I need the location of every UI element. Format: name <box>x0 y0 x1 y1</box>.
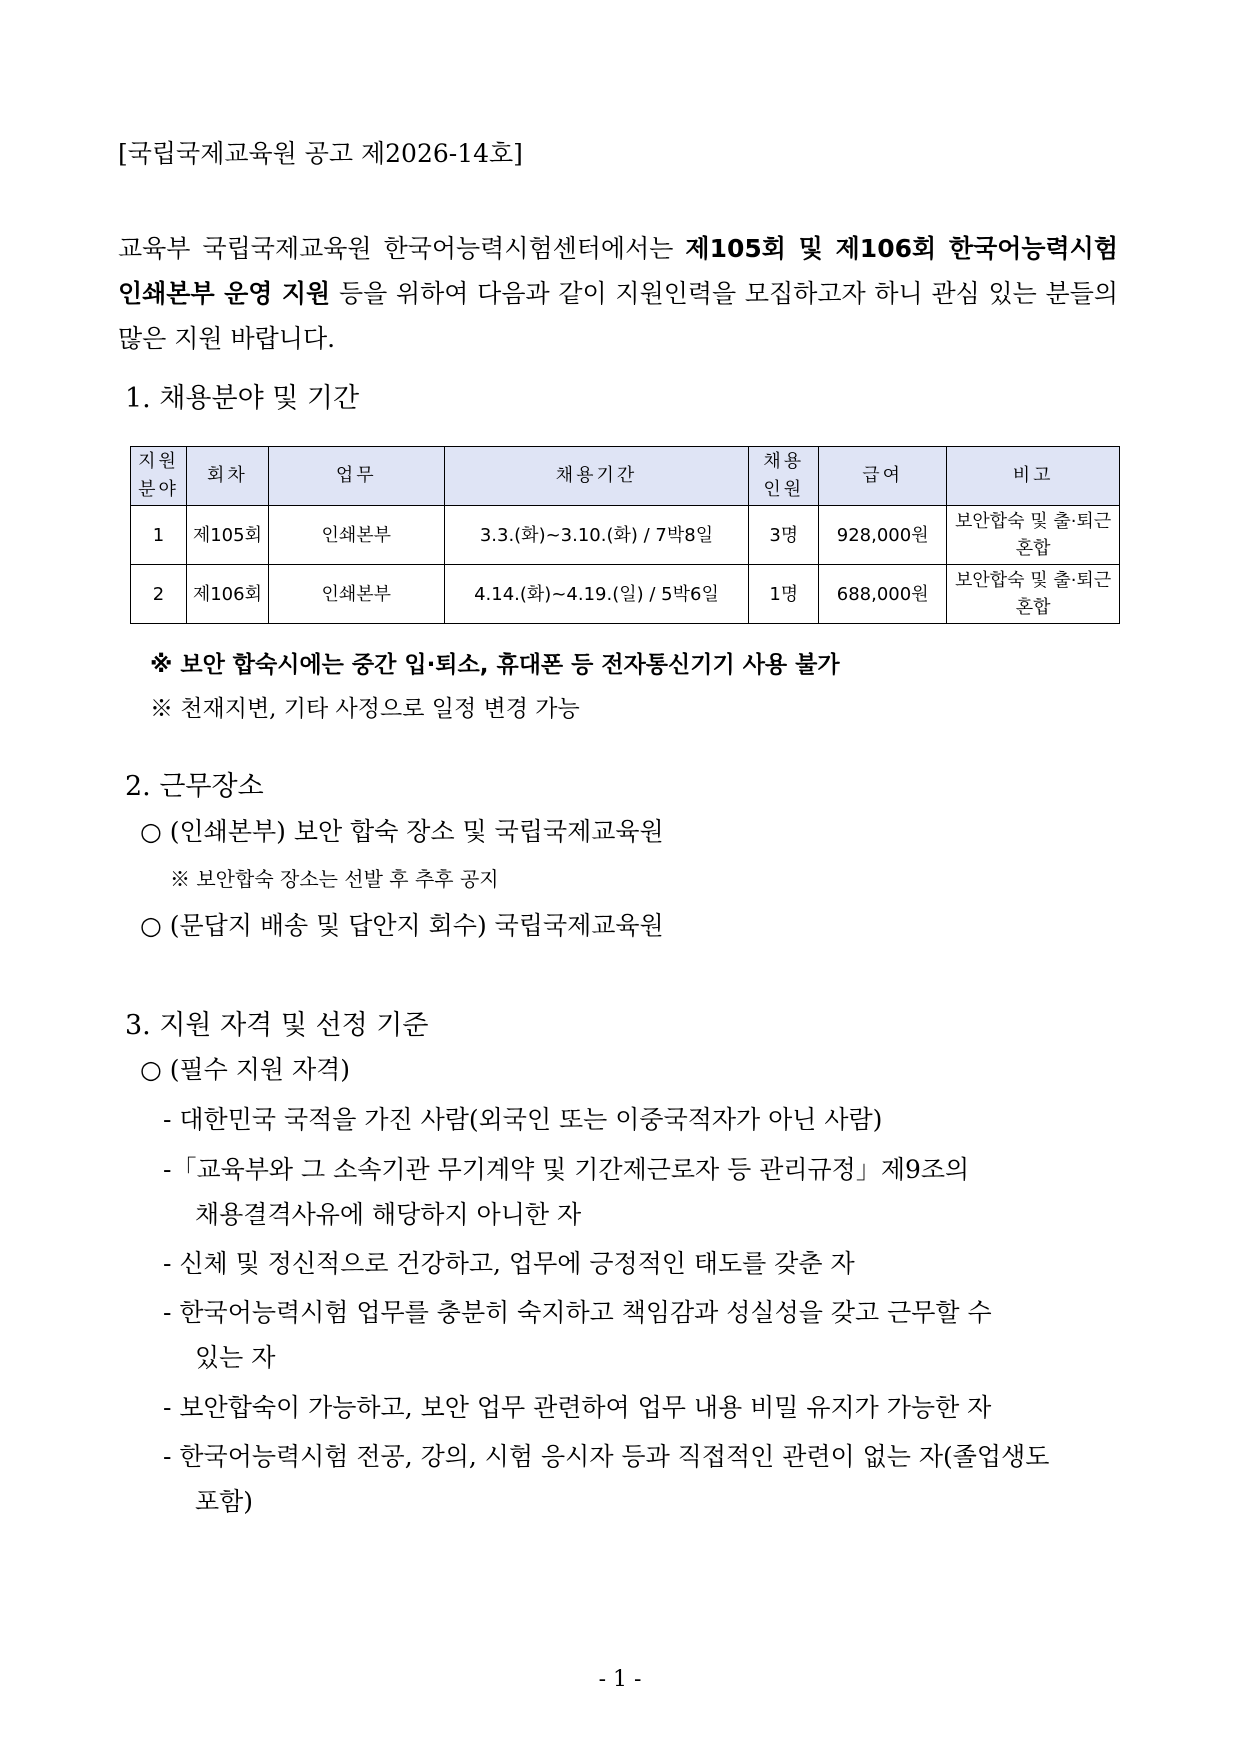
table-cell: 2 <box>131 565 187 624</box>
workplace-item: ○ (인쇄본부) 보안 합숙 장소 및 국립국제교육원 <box>140 817 664 846</box>
workplace-note: ※ 보안합숙 장소는 선발 후 추후 공지 <box>170 867 499 891</box>
table-row <box>131 565 1120 624</box>
intro-bold-text: 제105회 및 제106회 한국어능력시험 인쇄본부 운영 지원 <box>118 234 1118 308</box>
table-cell: 보안합숙 및 출·퇴근 혼합 <box>947 565 1120 624</box>
qualification-item: - 대한민국 국적을 가진 사람(외국인 또는 이중국적자가 아닌 사람) <box>163 1105 883 1134</box>
intro-text-2: 등을 위하여 다음과 같이 지원인력을 모집하고자 하니 관심 있는 분들의 많은 지원 바랍니다. <box>118 279 1118 353</box>
workplace-item: ○ (문답지 배송 및 답안지 회수) 국립국제교육원 <box>140 911 664 940</box>
table-cell: 4.14.(화)~4.19.(일) / 5박6일 <box>444 565 749 624</box>
table-cell: 제105회 <box>186 506 268 565</box>
header-cell: 업무 <box>268 447 444 506</box>
qualification-item-continued: 있는 자 <box>195 1343 276 1372</box>
header-cell: 채용 인원 <box>749 447 819 506</box>
intro-text-1: 교육부 국립국제교육원 한국어능력시험센터에서는 <box>118 234 686 263</box>
recruitment-table <box>130 446 1120 624</box>
intro-paragraph <box>118 226 1118 361</box>
notice-note-security: ※ 보안 합숙시에는 중간 입·퇴소, 휴대폰 등 전자통신기기 사용 불가 <box>150 652 840 678</box>
section1-title: 1. 채용분야 및 기간 <box>125 383 360 414</box>
qualification-item: -「교육부와 그 소속기관 무기계약 및 기간제근로자 등 관리규정」제9조의 <box>163 1155 970 1184</box>
table-row <box>131 506 1120 565</box>
qualification-item-continued: 채용결격사유에 해당하지 아니한 자 <box>195 1200 582 1229</box>
notice-number: [국립국제교육원 공고 제2026-14호] <box>118 139 523 168</box>
table-header-row <box>131 447 1120 506</box>
qualification-item: - 신체 및 정신적으로 건강하고, 업무에 긍정적인 태도를 갖춘 자 <box>163 1249 855 1278</box>
qualification-item: - 보안합숙이 가능하고, 보안 업무 관련하여 업무 내용 비밀 유지가 가능한 자 <box>163 1393 992 1422</box>
page-number: - 1 - <box>598 1667 642 1692</box>
section3-title: 3. 지원 자격 및 선정 기준 <box>125 1010 429 1041</box>
table-cell: 제106회 <box>186 565 268 624</box>
header-cell: 급여 <box>819 447 947 506</box>
table-cell: 1명 <box>749 565 819 624</box>
header-cell: 비고 <box>947 447 1120 506</box>
table-cell: 인쇄본부 <box>268 565 444 624</box>
table-cell: 1 <box>131 506 187 565</box>
table-cell: 3명 <box>749 506 819 565</box>
table-cell: 3.3.(화)~3.10.(화) / 7박8일 <box>444 506 749 565</box>
table-cell: 인쇄본부 <box>268 506 444 565</box>
header-cell: 지원 분야 <box>131 447 187 506</box>
qualification-item-continued: 포함) <box>195 1487 254 1516</box>
table-cell: 688,000원 <box>819 565 947 624</box>
qualification-item: - 한국어능력시험 전공, 강의, 시험 응시자 등과 직접적인 관련이 없는 자(졸업생도 <box>163 1442 1050 1471</box>
qualification-subheading: ○ (필수 지원 자격) <box>140 1055 351 1084</box>
header-cell: 채용기간 <box>444 447 749 506</box>
table-cell: 보안합숙 및 출·퇴근 혼합 <box>947 506 1120 565</box>
table-cell: 928,000원 <box>819 506 947 565</box>
qualification-item: - 한국어능력시험 업무를 충분히 숙지하고 책임감과 성실성을 갖고 근무할 수 <box>163 1298 992 1327</box>
section2-title: 2. 근무장소 <box>125 771 264 802</box>
header-cell: 회차 <box>186 447 268 506</box>
notice-note-schedule: ※ 천재지변, 기타 사정으로 일정 변경 가능 <box>150 696 580 722</box>
